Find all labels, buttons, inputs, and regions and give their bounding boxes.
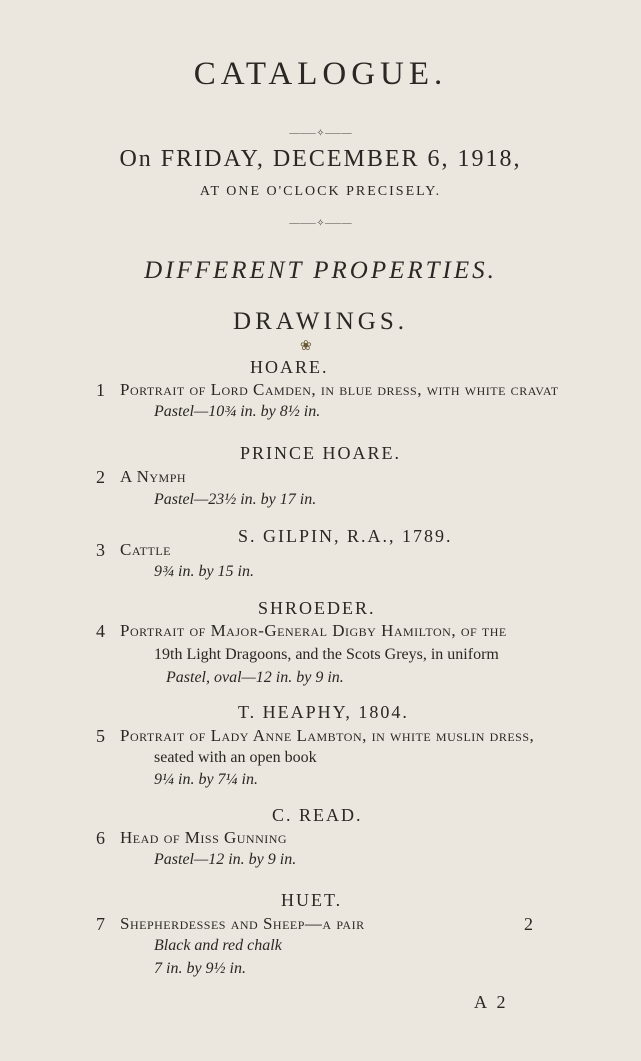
lot-detail: Black and red chalk <box>154 937 282 954</box>
signature-mark: A 2 <box>474 992 509 1012</box>
lot-detail: 9¾ in. by 15 in. <box>154 563 254 580</box>
lot-detail: 7 in. by 9½ in. <box>154 960 246 977</box>
artist-heading: HUET. <box>281 890 343 910</box>
flower-ornament-icon: ❀ <box>300 339 312 354</box>
lot-detail: 19th Light Dragoons, and the Scots Greys, in uniform <box>154 646 499 663</box>
ornament-rule: —⸺✧⸺— <box>289 128 352 139</box>
artist-heading: C. READ. <box>272 805 363 825</box>
lot-title: Shepherdesses and Sheep—a pair <box>120 914 365 933</box>
sale-time: AT ONE O'CLOCK PRECISELY. <box>199 184 442 199</box>
lot-detail: Pastel—10¾ in. by 8½ in. <box>154 403 321 420</box>
lot-number: 5 <box>96 726 105 746</box>
lot-detail: Pastel, oval—12 in. by 9 in. <box>166 669 344 686</box>
lot-title: Portrait of Lady Anne Lambton, in white muslin dress, <box>120 726 535 745</box>
lot-number: 4 <box>96 621 105 641</box>
lot-number: 7 <box>96 914 105 934</box>
lot-title: Portrait of Lord Camden, in blue dress, with white cravat <box>120 380 559 399</box>
lot-detail: 9¼ in. by 7¼ in. <box>154 771 258 788</box>
lot-number: 6 <box>96 828 105 848</box>
artist-heading: T. HEAPHY, 1804. <box>238 702 409 722</box>
lot-title: A Nymph <box>120 467 187 486</box>
lot-quantity: 2 <box>524 914 533 934</box>
lot-number: 1 <box>96 380 105 400</box>
lot-number: 2 <box>96 467 105 487</box>
lot-number: 3 <box>96 540 105 560</box>
catalogue-title: CATALOGUE. <box>193 56 448 92</box>
lot-detail: Pastel—12 in. by 9 in. <box>154 851 297 868</box>
ornament-rule: —⸺✧⸺— <box>289 218 352 229</box>
lot-title: Cattle <box>120 540 171 559</box>
properties-heading: DIFFERENT PROPERTIES. <box>144 257 497 284</box>
artist-heading: PRINCE HOARE. <box>240 443 402 463</box>
sale-date: On FRIDAY, DECEMBER 6, 1918, <box>119 146 522 172</box>
artist-heading: S. GILPIN, R.A., 1789. <box>238 526 453 546</box>
section-heading: DRAWINGS. <box>233 308 408 335</box>
lot-title: Head of Miss Gunning <box>120 828 288 847</box>
lot-detail: Pastel—23½ in. by 17 in. <box>154 491 317 508</box>
artist-heading: SHROEDER. <box>258 598 376 618</box>
lot-detail: seated with an open book <box>154 749 317 766</box>
artist-heading: HOARE. <box>250 357 329 377</box>
lot-title: Portrait of Major-General Digby Hamilton, of the <box>120 621 507 640</box>
